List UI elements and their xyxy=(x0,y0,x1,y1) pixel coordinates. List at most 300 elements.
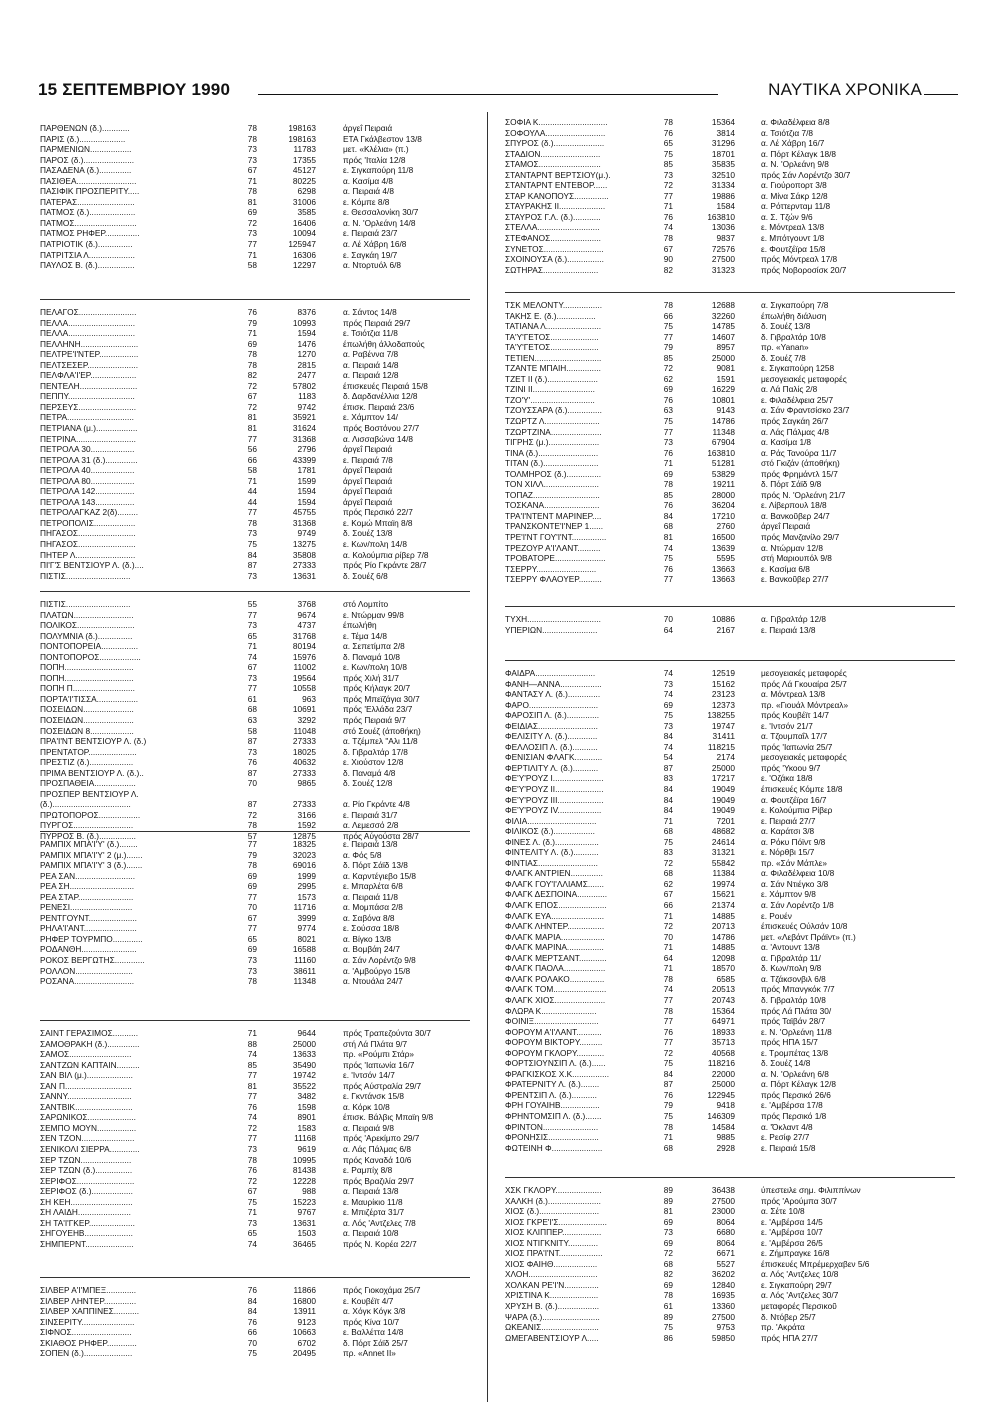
ship-name: ΣΙΛΒΕΡ Α'Ι'ΜΠΕΞ............. xyxy=(40,1285,137,1295)
ship-row xyxy=(40,747,480,758)
ship-row xyxy=(505,469,965,480)
ship-name: ΠΗΓΑΣΟΣ......................... xyxy=(40,539,136,550)
build-year: 84 xyxy=(247,549,257,560)
ship-row xyxy=(40,892,480,903)
ship-row xyxy=(40,662,480,673)
build-year: 74 xyxy=(247,1112,257,1123)
ship-name: ΠΕΛΤΡΕ'Ι'ΝΤΕΡ................. xyxy=(40,349,139,360)
build-year: 84 xyxy=(663,784,673,795)
ship-name: ΣΑΙΝΤ ΓΕΡΑΣΙΜΟΣ........... xyxy=(40,1028,139,1038)
position-note: πρός Μπεϊζάγια 30/7 xyxy=(343,693,420,704)
ship-list-section xyxy=(505,668,965,1153)
build-year: 75 xyxy=(663,836,673,847)
ship-row xyxy=(505,1280,965,1291)
ship-name: ΤΙΤΑΝ (δ.)........................ xyxy=(505,458,599,469)
build-year: 68 xyxy=(663,1142,673,1153)
ship-name: ΣΕΜΠΟ ΜΟΥΝ................. xyxy=(40,1122,137,1133)
ship-row xyxy=(505,363,965,374)
position-note: ε. Σούσσα 18/8 xyxy=(343,923,400,934)
ship-row xyxy=(505,900,965,911)
position-note: άργεΐ Πειραιά xyxy=(761,521,811,532)
tonnage: 15364 xyxy=(711,1005,735,1016)
position-note: α. Ντώρμαν 12/8 xyxy=(761,542,823,553)
ship-name: ΤΕΤΙΕΝ............................. xyxy=(505,352,602,363)
ship-name: ΠΙ'Γ'Σ ΒΕΝΤΣΙΟΥΡ Λ. (δ.).... xyxy=(40,560,144,571)
position-note: πρός Νοβοροσίσκ 20/7 xyxy=(761,264,847,275)
tonnage: 24614 xyxy=(711,836,735,847)
build-year: 74 xyxy=(663,668,673,678)
ship-row xyxy=(505,689,965,700)
ship-row xyxy=(40,1039,480,1050)
tonnage: 988 xyxy=(302,1186,316,1197)
ship-name: ΦΕΡΤΙΛΙΤΥ Λ. (δ.)........... xyxy=(505,762,599,773)
tonnage: 9774 xyxy=(297,923,316,934)
build-year: 68 xyxy=(663,868,673,879)
build-year: 73 xyxy=(663,437,673,448)
tonnage: 45127 xyxy=(292,165,316,176)
ship-row xyxy=(505,300,965,311)
position-note: πρός Ταϊβάν 28/7 xyxy=(761,1016,826,1027)
tonnage: 14786 xyxy=(711,931,735,942)
position-note: πρός 'Αρούμπα 30/7 xyxy=(761,1195,837,1206)
ship-row xyxy=(40,339,480,350)
tonnage: 15976 xyxy=(292,651,316,662)
tonnage: 2174 xyxy=(716,752,735,763)
ship-name: ΤΖΑΝΤΕ ΜΠΑΙΗ............... xyxy=(505,363,601,374)
position-note: πρός Καναδά 10/6 xyxy=(343,1154,412,1165)
tonnage: 1270 xyxy=(297,349,316,360)
ship-name: ΠΕΤΡΟΛΑ 143................. xyxy=(40,496,135,507)
build-year: 63 xyxy=(663,405,673,416)
ship-name: ΧΛΟΗ.............................. xyxy=(505,1269,598,1280)
tonnage: 10691 xyxy=(292,704,316,715)
tonnage: 7201 xyxy=(716,815,735,826)
tonnage: 11002 xyxy=(293,662,316,673)
position-note: πρός Ρίο Γκράντε 28/7 xyxy=(343,560,427,571)
position-note: α. Ραβέννα 7/8 xyxy=(343,349,399,360)
ship-name: ΣΤΑΥΡΑΚΗΣ ΙΙ.................... xyxy=(505,201,606,212)
position-note: δ. Παναμά 4/8 xyxy=(343,767,396,778)
ship-name: ΣΗΓΟΥΕΗΒ..................... xyxy=(40,1228,133,1239)
ship-row xyxy=(40,1327,480,1338)
build-year: 67 xyxy=(663,243,673,254)
ship-name: ΡΕΑ ΣΤΑΡ........................ xyxy=(40,891,134,902)
ship-row xyxy=(505,170,965,181)
tonnage: 9837 xyxy=(716,233,735,244)
ship-row xyxy=(505,159,965,170)
ship-name: ΦΛΑΓΚ ΓΟΥ'Ι'ΛΛΙΑΜΣ....... xyxy=(505,878,604,889)
position-note: ε. Θεσσαλονίκη 30/7 xyxy=(343,207,419,218)
tonnage: 1591 xyxy=(716,373,735,384)
build-year: 70 xyxy=(247,902,257,913)
position-note: ε. Ντώρμαν 99/8 xyxy=(343,609,404,620)
ship-row xyxy=(40,423,480,434)
tonnage: 14885 xyxy=(711,910,735,921)
position-note: ε. Σαγκάη 19/7 xyxy=(343,249,398,260)
section-separator xyxy=(505,1177,955,1178)
position-note: πρ. «Σάν Μάπλε» xyxy=(761,857,827,868)
ship-row xyxy=(505,1058,965,1069)
ship-row xyxy=(40,1228,480,1239)
position-note: έπισκευές Μπρέμερχαβεν 5/6 xyxy=(761,1258,870,1269)
position-note: ε. Κων/πολη 10/8 xyxy=(343,662,407,673)
ship-row xyxy=(40,250,480,261)
ship-name: ΣΕΡ ΤΖΩΝ...................... xyxy=(40,1154,132,1165)
ship-row xyxy=(505,201,965,212)
position-note: ε. Φουτζέϊρα 15/8 xyxy=(761,243,826,254)
build-year: 73 xyxy=(663,169,673,180)
ship-row xyxy=(505,889,965,900)
tonnage: 27500 xyxy=(711,254,735,265)
ship-name: ΧΙΟΣ (δ.).......................... xyxy=(505,1206,600,1217)
position-note: έπισκευές Πειραιά 15/8 xyxy=(343,380,428,391)
position-note: α. Πειραιά 11/8 xyxy=(343,891,398,902)
ship-name: ΣΑΝ ΒΙΛ (μ.).................... xyxy=(40,1070,133,1081)
build-year: 54 xyxy=(663,752,673,763)
ship-name: ΠΕΝΤΕΛΗ......................... xyxy=(40,380,138,391)
tonnage: 16935 xyxy=(711,1290,735,1301)
position-note: άργεΐ Πειραιά xyxy=(343,123,393,133)
build-year: 78 xyxy=(247,123,257,133)
build-year: 75 xyxy=(663,1058,673,1069)
ship-row xyxy=(505,1079,965,1090)
tonnage: 3166 xyxy=(297,809,316,820)
ship-name: ΦΛΩΡΑ Κ........................ xyxy=(505,1005,597,1016)
ship-row xyxy=(40,1186,480,1197)
position-note: ε. Μπιζέρτα 31/7 xyxy=(343,1207,405,1218)
build-year: 44 xyxy=(247,496,257,507)
ship-name: ΧΙΟΣ ΚΛΙΠΠΕΡ................. xyxy=(505,1227,602,1238)
ship-name: ΣΕΝΙΚΟΛΙ ΣΙΕΡΡΑ............. xyxy=(40,1144,140,1155)
build-year: 77 xyxy=(247,923,257,934)
build-year: 58 xyxy=(247,725,257,736)
position-note: ε. Ν. 'Ορλεάνη 11/8 xyxy=(761,1026,832,1037)
tonnage: 18933 xyxy=(711,1026,735,1037)
ship-name: ΠΑΤΜΟΣ (δ.).................... xyxy=(40,207,136,218)
tonnage: 19974 xyxy=(711,878,735,889)
position-note: ε. Κόμπε 8/8 xyxy=(343,196,390,207)
position-note: πρός Αύστραλία 29/7 xyxy=(343,1080,422,1091)
position-note: πρός Λά Πλάτα 30/ xyxy=(761,1005,832,1016)
position-note: α. Λός 'Αντζελες 7/8 xyxy=(343,1217,416,1228)
position-note: πρός 'Υκοου 9/7 xyxy=(761,762,821,773)
ship-name: ΦΙΝΤΕΛΙΤΥ Λ. (δ.)........... xyxy=(505,847,599,858)
ship-row xyxy=(505,679,965,690)
ship-row xyxy=(505,448,965,459)
ship-row xyxy=(505,405,965,416)
position-note: α. Ρίο Γκράντε 4/8 xyxy=(343,799,410,810)
build-year: 87 xyxy=(247,767,257,778)
build-year: 77 xyxy=(663,994,673,1005)
tonnage: 35522 xyxy=(292,1080,316,1091)
position-note: στό Γκιζάν (άποθήκη) xyxy=(761,458,840,469)
position-note: α. Πειραιά 13/8 xyxy=(343,1186,399,1197)
ship-name: ΠΡΩΤΟΠΟΡΟΣ.................. xyxy=(40,809,141,820)
tonnage: 28000 xyxy=(711,489,735,500)
tonnage: 8064 xyxy=(716,1216,735,1227)
position-note: α. Ντορτυόλ 6/8 xyxy=(343,260,402,271)
ship-row xyxy=(40,850,480,861)
ship-name: ΠΑΣΙΦΙΚ ΠΡΟΣΠΕΡΙΤΥ..... xyxy=(40,186,140,197)
position-note: πρός Κήλαγκ 20/7 xyxy=(343,683,411,694)
position-note: ε. Ραμπίχ 8/8 xyxy=(343,1165,393,1176)
tonnage: 51281 xyxy=(711,458,735,469)
tonnage: 12875 xyxy=(292,831,316,842)
ship-name: ΡΕΝΕΣΙ........................... xyxy=(40,902,133,913)
ship-row xyxy=(505,332,965,343)
ship-name: ΠΟΡΤΑ'Ι'ΤΙΣΣΑ.................. xyxy=(40,693,139,704)
build-year: 78 xyxy=(247,186,257,197)
ship-name: ΠΕΤΡΙΝΑ.......................... xyxy=(40,433,136,444)
tonnage: 1476 xyxy=(297,338,316,349)
build-year: 70 xyxy=(247,778,257,789)
ship-row xyxy=(40,1218,480,1229)
ship-row xyxy=(505,668,965,679)
ship-row xyxy=(40,652,480,663)
section-separator xyxy=(40,299,470,300)
build-year: 65 xyxy=(247,630,257,641)
ship-name: ΠΟΣΕΙΔΩΝ 8................... xyxy=(40,725,134,736)
ship-name: ΣΙΦΝΟΣ.......................... xyxy=(40,1327,132,1338)
position-note: ε. Βανκοῦβερ 27/7 xyxy=(761,574,829,585)
tonnage: 1573 xyxy=(297,891,316,902)
build-year: 76 xyxy=(663,500,673,511)
build-year: 83 xyxy=(663,847,673,858)
tonnage: 32260 xyxy=(711,310,735,321)
build-year: 76 xyxy=(247,1316,257,1327)
ship-row xyxy=(505,191,965,202)
ship-name: ΦΙΝΤΙΑΣ.......................... xyxy=(505,857,598,868)
position-note: πρός Κουβέϊτ 14/7 xyxy=(761,710,829,721)
position-note: α. Μόντρεαλ 13/8 xyxy=(761,689,826,700)
position-note: α. Ρόκυ Πόϊντ 9/8 xyxy=(761,836,826,847)
tonnage: 3482 xyxy=(297,1091,316,1102)
build-year: 75 xyxy=(663,416,673,427)
build-year: 71 xyxy=(247,641,257,652)
ship-row xyxy=(505,1143,965,1154)
build-year: 73 xyxy=(247,672,257,683)
tonnage: 13663 xyxy=(711,574,735,585)
position-note: α. Πόρτ Κέλαγκ 12/8 xyxy=(761,1079,837,1090)
position-note: ε. Πειραιά 13/8 xyxy=(761,624,816,635)
tonnage: 10558 xyxy=(292,683,316,694)
position-note: πρός Βραζιλία 29/7 xyxy=(343,1175,415,1186)
tonnage: 198163 xyxy=(288,133,316,144)
tonnage: 2995 xyxy=(297,881,316,892)
build-year: 72 xyxy=(247,809,257,820)
ship-row xyxy=(40,820,480,831)
section-separator xyxy=(40,1020,470,1021)
ship-name: ΦΡΑΤΕΡΝΙΤΥ Λ. (δ.)........ xyxy=(505,1079,600,1090)
build-year: 73 xyxy=(247,528,257,539)
build-year: 67 xyxy=(663,889,673,900)
ship-name: ΣΠΥΡΟΣ (δ.)...................... xyxy=(505,138,605,149)
build-year: 84 xyxy=(663,510,673,521)
section-separator xyxy=(40,591,470,592)
build-year: 82 xyxy=(247,370,257,381)
ship-name: ΦΡΑΓΚΙΣΚΟΣ Χ.Κ................ xyxy=(505,1068,610,1079)
build-year: 77 xyxy=(663,190,673,201)
build-year: 71 xyxy=(663,1132,673,1143)
tonnage: 14786 xyxy=(711,416,735,427)
tonnage: 4737 xyxy=(297,620,316,631)
build-year: 76 xyxy=(663,563,673,574)
section-separator xyxy=(40,1277,470,1278)
ship-name: (δ.).................................. xyxy=(40,799,131,810)
ship-name: ΣΑΝ Π............................. xyxy=(40,1080,132,1091)
ship-row xyxy=(505,1238,965,1249)
ship-row xyxy=(40,768,480,779)
position-note: έπισκευές Κόμπε 18/8 xyxy=(761,784,843,795)
build-year: 87 xyxy=(663,1079,673,1090)
build-year: 83 xyxy=(663,773,673,784)
build-year: 77 xyxy=(663,1016,673,1027)
tonnage: 13633 xyxy=(292,1049,316,1060)
build-year: 79 xyxy=(247,849,257,860)
ship-row xyxy=(40,1207,480,1218)
build-year: 73 xyxy=(247,228,257,239)
ship-row xyxy=(505,222,965,233)
ship-name: ΠΡΕΝΤΑΤΟΡ..................... xyxy=(40,746,137,757)
ship-name: ΠΕΤΡΟΛΑ 30................... xyxy=(40,444,135,455)
ship-name: ΠΑΤΡΙΟΤΙΚ (δ.)............... xyxy=(40,239,133,250)
ship-row xyxy=(40,155,480,166)
ship-row xyxy=(505,149,965,160)
build-year: 71 xyxy=(247,249,257,260)
position-note: ε. Κομώ Μπαϊη 8/8 xyxy=(343,517,413,528)
tonnage: 20713 xyxy=(711,921,735,932)
tonnage: 15162 xyxy=(711,678,735,689)
build-year: 75 xyxy=(663,1322,673,1333)
ship-name: ΠΟΛΥΜΝΙΑ (δ.)............... xyxy=(40,630,133,641)
ship-row xyxy=(505,1100,965,1111)
ship-name: ΤΡΑ'Ι'ΝΤΕΝΤ ΜΑΡΙΝΕΡ.... xyxy=(505,510,602,521)
ship-row xyxy=(505,1037,965,1048)
position-note: δ. Σουέζ 13/8 xyxy=(761,321,811,332)
ship-row xyxy=(505,721,965,732)
ship-row xyxy=(40,778,480,789)
tonnage: 20495 xyxy=(292,1348,316,1359)
ship-row xyxy=(40,1081,480,1092)
build-year: 73 xyxy=(247,154,257,165)
ship-row xyxy=(505,384,965,395)
ship-row xyxy=(40,444,480,455)
tonnage: 2760 xyxy=(716,521,735,532)
ship-row xyxy=(40,123,480,134)
position-note: α. Πόρτ Κέλαγκ 18/8 xyxy=(761,148,837,159)
ship-name: ΣΙΛΒΕΡ ΧΑΠΠΙΝΕΣ........... xyxy=(40,1306,140,1317)
ship-row xyxy=(505,138,965,149)
ship-name: ΣΙΛΒΕΡ ΛΗΝΤΕΡ.............. xyxy=(40,1295,137,1306)
tonnage: 9418 xyxy=(716,1100,735,1111)
ship-name: ΤΑΤΙΑΝΑ Λ........................ xyxy=(505,321,602,332)
position-note: ε. 'Αμβέρσα 14/5 xyxy=(761,1216,823,1227)
position-note: πρός Φρημάντλ 15/7 xyxy=(761,468,838,479)
tonnage: 11348 xyxy=(293,976,316,987)
position-note: μετ. «Λεβάντ Πράϊντ» (π.) xyxy=(761,931,856,942)
tonnage: 15621 xyxy=(711,889,735,900)
ship-list-section xyxy=(40,1028,480,1249)
ship-row xyxy=(505,795,965,806)
build-year: 76 xyxy=(663,394,673,405)
ship-name: ΣΕΡΙΦΟΣ (δ.).................. xyxy=(40,1186,133,1197)
position-note: άργεΐ Πειραιά xyxy=(343,475,393,486)
build-year: 72 xyxy=(663,857,673,868)
position-note: α. Πειραιά 10/8 xyxy=(343,1228,399,1239)
position-note: ε. Τέμα 14/8 xyxy=(343,630,388,641)
position-note: ε. Πειραιά 15/8 xyxy=(761,1142,816,1153)
tonnage: 1999 xyxy=(297,870,316,881)
ship-row xyxy=(40,789,480,800)
ship-row xyxy=(505,995,965,1006)
position-note: πρός Γιοκοχάμα 25/7 xyxy=(343,1285,421,1295)
tonnage: 19886 xyxy=(711,190,735,201)
position-note: πρός Μόντρεαλ 17/8 xyxy=(761,254,838,265)
tonnage: 2796 xyxy=(297,444,316,455)
ship-row xyxy=(505,911,965,922)
build-year: 79 xyxy=(663,342,673,353)
ship-row xyxy=(40,528,480,539)
build-year: 76 xyxy=(663,447,673,458)
ship-row xyxy=(40,1317,480,1328)
tonnage: 31323 xyxy=(711,264,735,275)
tonnage: 9865 xyxy=(297,778,316,789)
build-year: 87 xyxy=(247,736,257,747)
section-separator xyxy=(505,660,955,661)
ship-row xyxy=(40,307,480,318)
ship-row xyxy=(40,1155,480,1166)
ship-row xyxy=(505,1248,965,1259)
tonnage: 16500 xyxy=(711,532,735,543)
tonnage: 69016 xyxy=(292,860,316,871)
build-year: 69 xyxy=(663,699,673,710)
ship-name: ΡΗΦΕΡ ΤΟΥΡΜΠΟ............. xyxy=(40,933,143,944)
build-year: 74 xyxy=(247,651,257,662)
build-year: 85 xyxy=(663,352,673,363)
position-note: πρός 'Ιαπωνία 25/7 xyxy=(761,741,833,752)
ship-name: ΦΕ'Υ'ΡΟΥΖ Ι...................... xyxy=(505,773,604,784)
position-note: πρός Πειραιά 29/7 xyxy=(343,317,411,328)
ship-row xyxy=(40,1112,480,1123)
position-note: ε. 'Αμβέρσα 17/8 xyxy=(761,1100,823,1111)
ship-name: ΤΣΕΡΡΥ.......................... xyxy=(505,563,597,574)
build-year: 85 xyxy=(663,159,673,170)
tonnage: 2928 xyxy=(716,1142,735,1153)
build-year: 75 xyxy=(247,1348,257,1359)
position-note: α. Πειραιά 12/8 xyxy=(343,370,399,381)
position-note: ε. Ρεσίφ 27/7 xyxy=(761,1132,810,1143)
tonnage: 13639 xyxy=(711,542,735,553)
position-note: πρός Ν. Κορέα 22/7 xyxy=(343,1238,417,1249)
build-year: 72 xyxy=(663,180,673,191)
ship-name: ΠΙΣΤΙΣ............................ xyxy=(40,599,131,609)
position-note: α. Σιγκαπούρη 7/8 xyxy=(761,300,829,310)
position-note: α. Φός 5/8 xyxy=(343,849,382,860)
build-year: 71 xyxy=(247,475,257,486)
ship-row xyxy=(505,805,965,816)
position-note: ε. Πειραιά 23/7 xyxy=(343,228,398,239)
ship-row xyxy=(505,953,965,964)
ship-row xyxy=(40,704,480,715)
position-note: α. Τζουμπαΐλ 17/7 xyxy=(761,731,828,742)
position-note: α. Φουτζέϊρα 16/7 xyxy=(761,794,827,805)
build-year: 73 xyxy=(247,965,257,976)
ship-row xyxy=(40,539,480,550)
ship-row xyxy=(505,1217,965,1228)
build-year: 76 xyxy=(663,1089,673,1100)
build-year: 82 xyxy=(663,1269,673,1280)
ship-row xyxy=(505,868,965,879)
